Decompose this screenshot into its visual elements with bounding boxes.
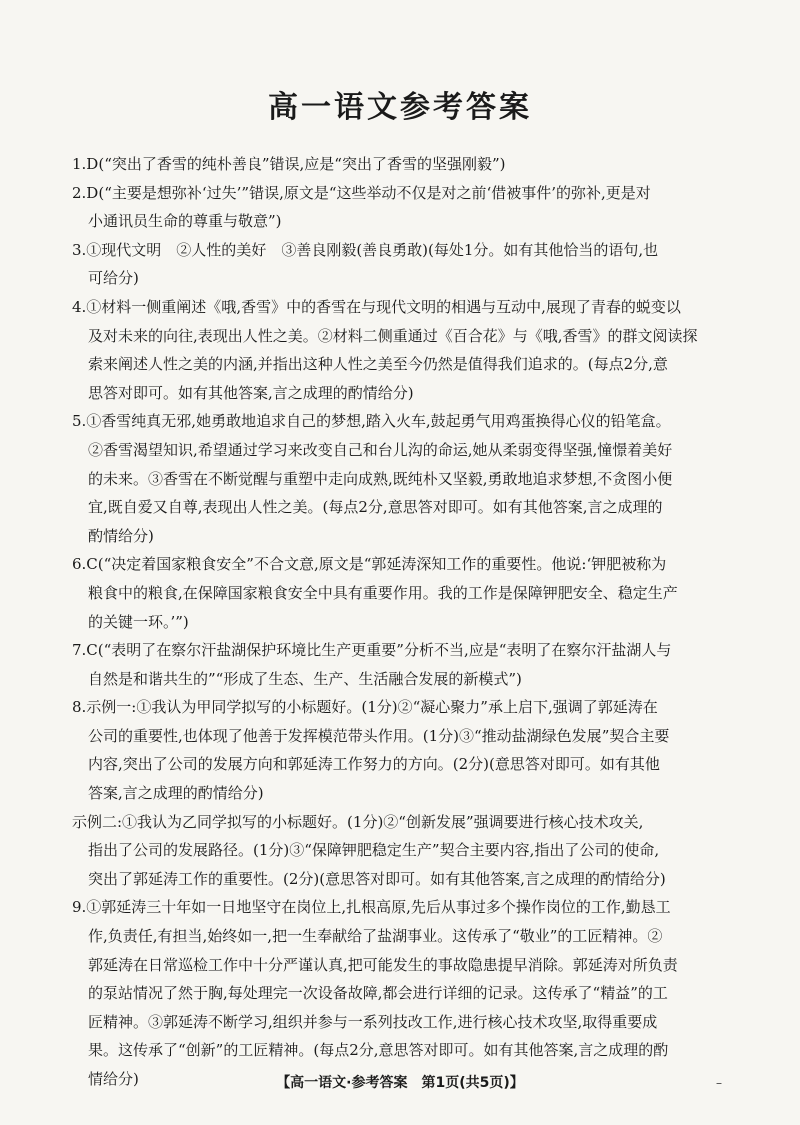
answer-line: 突出了郭延涛工作的重要性。(2分)(意思答对即可。如有其他答案,言之成理的酌情给分) [88, 869, 666, 888]
answer-line: 的未来。③香雪在不断觉醒与重塑中走向成熟,既纯朴又坚毅,勇敢地追求梦想,不贪图小便 [88, 469, 673, 488]
answer-item [72, 293, 732, 407]
answer-line: 2.D(“主要是想弥补‘过失’”错误,原文是“这些举动不仅是对之前‘借被事件’的弥补,更是对 [72, 183, 651, 202]
answer-line: 7.C(“表明了在察尔汗盐湖保护环境比生产更重要”分析不当,应是“表明了在察尔汗盐湖人与 [72, 641, 672, 660]
answer-item [72, 693, 732, 893]
answer-line: 的泵站情况了然于胸,每处理完一次设备故障,都会进行详细的记录。这传承了“精益”的工 [88, 984, 668, 1003]
answer-line: 粮食中的粮食,在保障国家粮食安全中具有重要作用。我的工作是保障钾肥安全、稳定生产 [88, 583, 678, 602]
answer-line: 内容,突出了公司的发展方向和郭延涛工作努力的方向。(2分)(意思答对即可。如有其他 [88, 755, 660, 774]
corner-mark: – [716, 1076, 722, 1090]
page-title: 高一语文参考答案 [268, 90, 532, 125]
answer-item [72, 407, 732, 550]
answer-line: 情给分) [88, 1070, 139, 1088]
answer-list [72, 150, 732, 1094]
answer-line: 及对未来的向往,表现出人性之美。②材料二侧重通过《百合花》与《哦,香雪》的群文阅读探 [88, 326, 698, 345]
answer-line: 的关键一环。’”) [88, 612, 189, 631]
answer-line: 答案,言之成理的酌情给分) [88, 784, 264, 803]
answer-line: 思答对即可。如有其他答案,言之成理的酌情给分) [88, 383, 414, 402]
answer-line: 自然是和谐共生的”“形成了生态、生产、生活融合发展的新模式”) [88, 669, 522, 688]
answer-line: 9.①郭延涛三十年如一日地坚守在岗位上,扎根高原,先后从事过多个操作岗位的工作,勤恳工 [72, 898, 671, 917]
answer-item [72, 636, 732, 693]
answer-line: 酌情给分) [88, 526, 154, 545]
answer-line: ②香雪渴望知识,希望通过学习来改变自己和台儿沟的命运,她从柔弱变得坚强,憧憬着美好 [88, 440, 673, 459]
answer-line: 5.①香雪纯真无邪,她勇敢地追求自己的梦想,踏入火车,鼓起勇气用鸡蛋换得心仪的铅笔盒。 [72, 412, 671, 431]
page-footer: 【高一语文·参考答案 第1页(共5页)】 [276, 1075, 524, 1091]
answer-line: 4.①材料一侧重阐述《哦,香雪》中的香雪在与现代文明的相遇与互动中,展现了青春的蜕变以 [72, 297, 681, 316]
answer-line: 索来阐述人性之美的内涵,并指出这种人性之美至今仍然是值得我们追求的。(每点2分,意 [88, 355, 668, 374]
answer-line: 匠精神。③郭延涛不断学习,组织并参与一系列技改工作,进行核心技术攻坚,取得重要成 [88, 1012, 658, 1031]
answer-line: 8.示例一:①我认为甲同学拟写的小标题好。(1分)②“凝心聚力”承上启下,强调了郭延涛在 [72, 698, 658, 717]
answer-item [72, 236, 732, 293]
answer-line: 果。这传承了“创新”的工匠精神。(每点2分,意思答对即可。如有其他答案,言之成理的酌 [88, 1041, 669, 1060]
answer-line: 示例二:①我认为乙同学拟写的小标题好。(1分)②“创新发展”强调要进行核心技术攻关, [72, 812, 644, 831]
answer-line: 3.①现代文明 ②人性的美好 ③善良刚毅(善良勇敢)(每处1分。如有其他恰当的语句,也 [72, 240, 659, 259]
answer-line: 指出了公司的发展路径。(1分)③“保障钾肥稳定生产”契合主要内容,指出了公司的使命, [88, 841, 660, 860]
answer-item [72, 179, 732, 236]
answer-line: 作,负责任,有担当,始终如一,把一生奉献给了盐湖事业。这传承了“敬业”的工匠精神。② [88, 927, 663, 946]
answer-item [72, 150, 732, 179]
answer-line: 郭延涛在日常巡检工作中十分严谨认真,把可能发生的事故隐患提早消除。郭延涛对所负责 [88, 955, 678, 974]
answer-line: 小通讯员生命的尊重与敬意”) [88, 212, 282, 231]
answer-line: 可给分) [88, 269, 139, 288]
answer-line: 1.D(“突出了香雪的纯朴善良”错误,应是“突出了香雪的坚强刚毅”) [72, 155, 506, 173]
answer-line: 6.C(“决定着国家粮食安全”不合文意,原文是“郭延涛深知工作的重要性。他说:‘钾肥被称为 [72, 555, 667, 574]
answer-item [72, 550, 732, 636]
answer-line: 宜,既自爱又自尊,表现出人性之美。(每点2分,意思答对即可。如有其他答案,言之成理的 [88, 498, 663, 517]
answer-line: 公司的重要性,也体现了他善于发挥模范带头作用。(1分)③“推动盐湖绿色发展”契合主要 [88, 726, 670, 745]
answer-item [72, 893, 732, 1093]
